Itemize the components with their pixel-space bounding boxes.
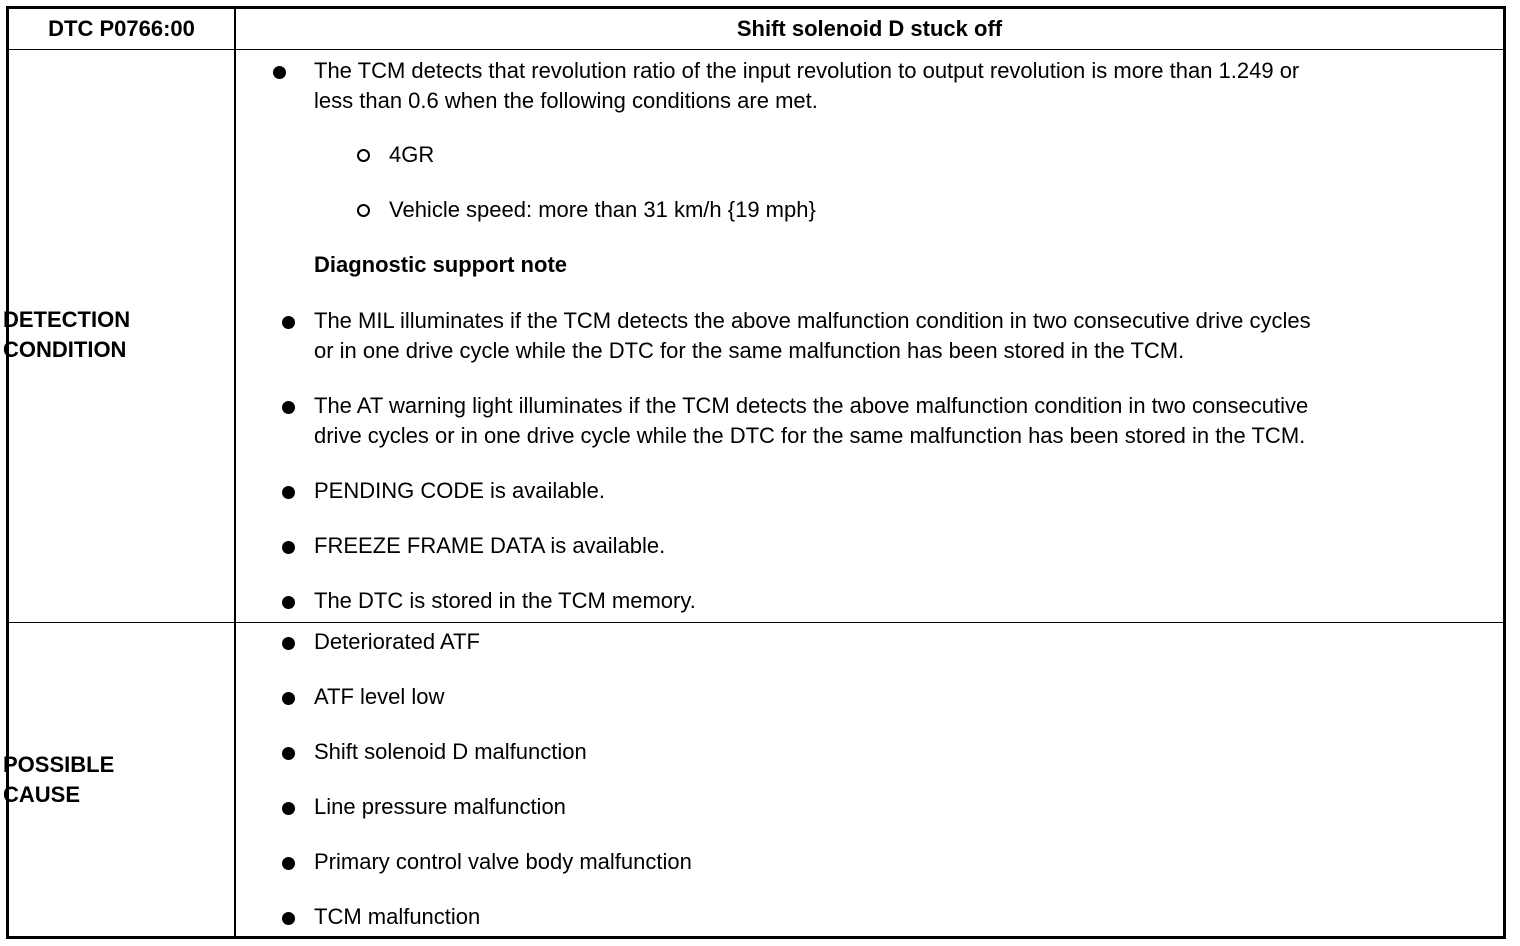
row-divider <box>9 622 1503 623</box>
cause-item: TCM malfunction <box>314 904 481 929</box>
circle-bullet-icon <box>357 204 370 217</box>
detection-condition-label <box>3 305 130 365</box>
bullet-icon <box>282 486 295 499</box>
cause-item: Shift solenoid D malfunction <box>314 739 587 764</box>
cause-label-line2: CAUSE <box>3 782 81 807</box>
detection-item-2-line1: The MIL illuminates if the TCM detects the above malfunction condition in two consecutive drive cycles <box>314 308 1311 333</box>
bullet-icon <box>282 747 295 760</box>
detection-item-6: The DTC is stored in the TCM memory. <box>314 588 696 613</box>
bullet-icon <box>282 802 295 815</box>
detection-item-1-line2: less than 0.6 when the following conditions are met. <box>314 88 818 113</box>
header-divider <box>9 49 1503 50</box>
cause-item: Primary control valve body malfunction <box>314 849 692 874</box>
cause-label-line1: POSSIBLE <box>3 752 115 777</box>
detection-item-2 <box>314 306 1474 366</box>
detection-item-2-line2: or in one drive cycle while the DTC for the same malfunction has been stored in the TCM. <box>314 338 1185 363</box>
detection-label-line2: CONDITION <box>3 337 127 362</box>
bullet-icon <box>273 66 286 79</box>
detection-item-3 <box>314 391 1474 451</box>
dtc-title-header: Shift solenoid D stuck off <box>736 16 1003 41</box>
diagnostic-support-note-title: Diagnostic support note <box>314 252 567 277</box>
detection-label-line1: DETECTION <box>3 307 131 332</box>
bullet-icon <box>282 596 295 609</box>
detection-item-1-line1: The TCM detects that revolution ratio of the input revolution to output revolution is more than 1.249 or <box>314 58 1300 83</box>
detection-item-3-line1: The AT warning light illuminates if the TCM detects the above malfunction condition in two consecutive <box>314 393 1309 418</box>
detection-item-5: FREEZE FRAME DATA is available. <box>314 533 666 558</box>
bullet-icon <box>282 401 295 414</box>
bullet-icon <box>282 912 295 925</box>
detection-subitem-2: Vehicle speed: more than 31 km/h {19 mph} <box>389 197 816 222</box>
cause-item: Deteriorated ATF <box>314 629 480 654</box>
bullet-icon <box>282 637 295 650</box>
detection-item-4: PENDING CODE is available. <box>314 478 605 503</box>
detection-subitem-1: 4GR <box>389 142 435 167</box>
bullet-icon <box>282 316 295 329</box>
cause-item: ATF level low <box>314 684 445 709</box>
dtc-code-header: DTC P0766:00 <box>48 16 195 41</box>
bullet-icon <box>282 692 295 705</box>
bullet-icon <box>282 857 295 870</box>
circle-bullet-icon <box>357 149 370 162</box>
possible-cause-label <box>3 750 114 810</box>
cause-item: Line pressure malfunction <box>314 794 566 819</box>
detection-item-3-line2: drive cycles or in one drive cycle while the DTC for the same malfunction has been stored in the TCM. <box>314 423 1306 448</box>
bullet-icon <box>282 541 295 554</box>
column-divider <box>234 9 236 936</box>
detection-item-1 <box>314 56 1474 116</box>
